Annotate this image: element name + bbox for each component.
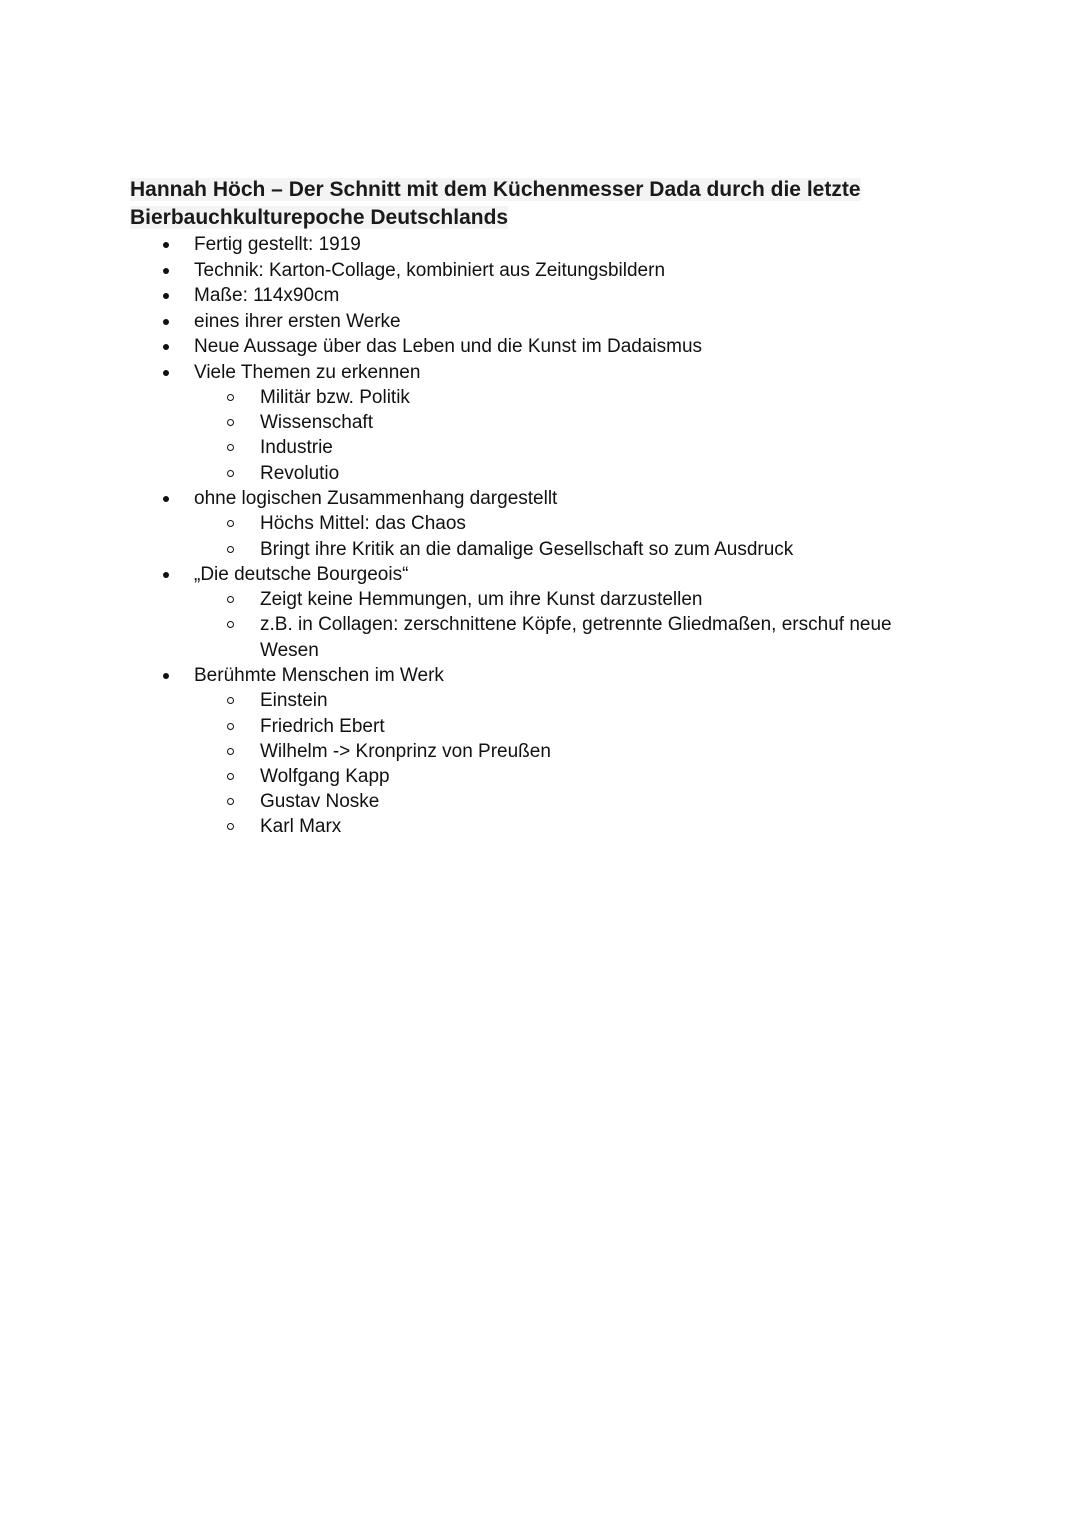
sub-list-item-text: Zeigt keine Hemmungen, um ihre Kunst darzustellen [260,589,703,611]
list-item [130,663,1010,840]
list-item-text: Neue Aussage über das Leben und die Kunst im Dadaismus [194,336,703,357]
list-item [130,283,1010,309]
sub-list-item [194,587,1010,612]
sub-list [194,511,1010,561]
sub-list-item [194,789,1010,814]
list-item [130,562,1010,663]
list-item-text: Technik: Karton-Collage, kombiniert aus Zeitungsbildern [194,259,666,281]
sub-list-item [194,537,1010,562]
sub-list-item [194,385,1010,410]
sub-list-item [194,612,1010,662]
list-item [130,486,1010,562]
sub-list [194,688,1010,839]
sub-list [194,385,1010,486]
list-item-text: eines ihrer ersten Werke [194,310,401,332]
bullet-list [130,232,1010,840]
sub-list-item-text: Wilhelm -> Kronprinz von Preußen [260,740,551,762]
sub-list-item [194,688,1010,713]
document-title-text: Hannah Höch – Der Schnitt mit dem Küchenmesser Dada durch die letzte Bierbauchkulturepoche Deutschlands [130,178,861,229]
list-item-text: „Die deutsche Bourgeois“ [194,563,409,585]
list-item [130,334,1010,360]
sub-list-item [194,435,1010,460]
list-item [130,232,1010,258]
sub-list-item-text: Friedrich Ebert [260,715,385,737]
list-item-text: Fertig gestellt: 1919 [194,234,361,255]
sub-list-item-text: Wissenschaft [260,412,373,434]
sub-list-item-text: Bringt ihre Kritik an die damalige Gesellschaft so zum Ausdruck [260,538,794,560]
sub-list-item-text: Militär bzw. Politik [260,387,410,408]
sub-list-item-text: Industrie [260,437,333,459]
list-item [130,360,1010,486]
list-item-text: Viele Themen zu erkennen [194,361,421,383]
sub-list-item [194,511,1010,536]
sub-list-item-text: Gustav Noske [260,791,380,813]
sub-list-item-text: Revolutio [260,462,340,484]
sub-list-item-text: Einstein [260,690,328,712]
sub-list-item [194,764,1010,789]
sub-list-item [194,739,1010,764]
document-title [130,176,1010,232]
sub-list-item [194,814,1010,839]
list-item-text: Berühmte Menschen im Werk [194,664,444,686]
list-item [130,258,1010,284]
list-item [130,309,1010,335]
list-item-text: ohne logischen Zusammenhang dargestellt [194,487,558,509]
sub-list-item-text: Wolfgang Kapp [260,765,390,787]
sub-list [194,587,1010,663]
sub-list-item-text: Höchs Mittel: das Chaos [260,513,466,535]
sub-list-item [194,410,1010,435]
sub-list-item [194,714,1010,739]
list-item-text: Maße: 114x90cm [194,285,340,306]
sub-list-item [194,461,1010,486]
sub-list-item-text: Karl Marx [260,816,342,838]
document-content [130,176,1010,840]
sub-list-item-text: z.B. in Collagen: zerschnittene Köpfe, getrennte Gliedmaßen, erschuf neue Wesen [260,614,892,661]
